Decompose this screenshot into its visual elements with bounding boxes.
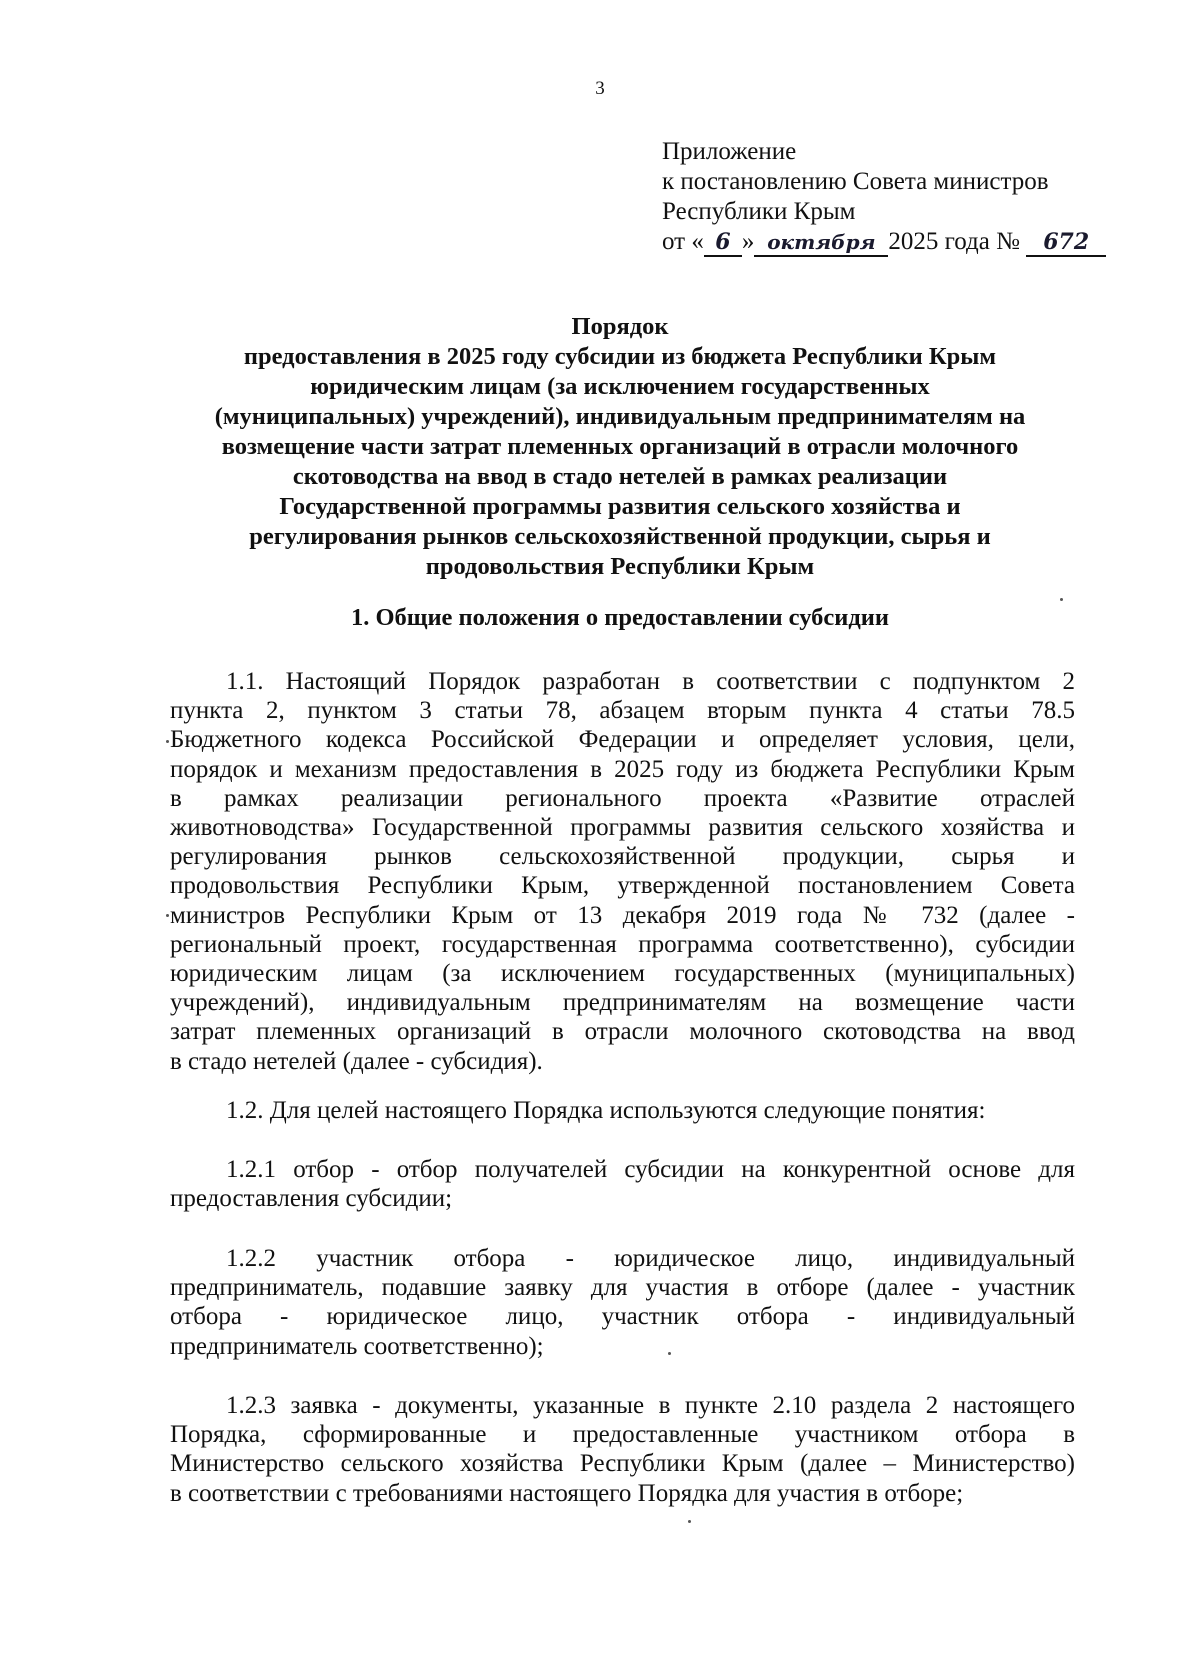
scan-speck bbox=[166, 914, 169, 917]
date-separator: » bbox=[741, 228, 755, 255]
text-line: в рамках реализации регионального проекта «Развитие отраслей bbox=[170, 784, 1075, 812]
title-line: скотоводства на ввод в стадо нетелей в рамках реализации bbox=[292, 463, 948, 490]
appendix-date-line bbox=[662, 227, 1102, 257]
paragraph-1-2 bbox=[170, 1096, 1075, 1125]
text-line: отбора - юридическое лицо, участник отбора - индивидуальный bbox=[170, 1303, 1075, 1331]
scan-speck bbox=[1060, 598, 1063, 601]
handwritten-day: 6 bbox=[704, 229, 742, 257]
title-line: Порядок bbox=[571, 313, 669, 340]
title-line: возмещение части затрат племенных организаций в отрасли молочного bbox=[221, 433, 1019, 460]
appendix-republic-line: Республики Крым bbox=[662, 198, 856, 225]
text-line: предоставления субсидии; bbox=[170, 1185, 453, 1213]
paragraph-1-2-3 bbox=[170, 1391, 1075, 1508]
text-line: предприниматель соответственно); bbox=[170, 1332, 544, 1360]
text-line: 1.2.1 отбор - отбор получателей субсидии на конкурентной основе для bbox=[226, 1156, 1075, 1183]
text-line: министров Республики Крым от 13 декабря 2019 года № 732 (далее - bbox=[170, 901, 1075, 929]
text-line: пункта 2, пунктом 3 статьи 78, абзацем вторым пункта 4 статьи 78.5 bbox=[170, 697, 1075, 725]
text-line: учреждений), индивидуальным предпринимателям на возмещение части bbox=[170, 989, 1075, 1017]
text-line: порядок и механизм предоставления в 2025 году из бюджета Республики Крым bbox=[170, 755, 1075, 783]
text-line: 1.2.2 участник отбора - юридическое лицо, индивидуальный bbox=[226, 1245, 1075, 1272]
page-number: 3 bbox=[595, 78, 605, 99]
scan-speck bbox=[668, 1352, 671, 1355]
appendix-title: Приложение bbox=[662, 138, 797, 165]
title-line: регулирования рынков сельскохозяйственной продукции, сырья и bbox=[249, 523, 991, 550]
scan-speck bbox=[688, 1520, 691, 1523]
paragraph-1-1 bbox=[170, 667, 1075, 1076]
text-line: Бюджетного кодекса Российской Федерации и определяет условия, цели, bbox=[170, 726, 1075, 754]
text-line: Порядка, сформированные и предоставленные участником отбора в bbox=[170, 1421, 1075, 1449]
section-heading: 1. Общие положения о предоставлении субсидии bbox=[350, 604, 890, 631]
text-line: продовольствия Республики Крым, утвержденной постановлением Совета bbox=[170, 872, 1075, 900]
text-line: предприниматель, подавшие заявку для участия в отборе (далее - участник bbox=[170, 1274, 1075, 1302]
text-line: 1.2.3 заявка - документы, указанные в пункте 2.10 раздела 2 настоящего bbox=[226, 1392, 1075, 1419]
date-prefix: от « bbox=[662, 228, 704, 255]
document-title bbox=[170, 312, 1070, 582]
title-line: юридическим лицам (за исключением государственных bbox=[310, 373, 930, 400]
text-line: 1.2. Для целей настоящего Порядка используются следующие понятия: bbox=[226, 1097, 986, 1124]
handwritten-document-number: 672 bbox=[1026, 229, 1106, 257]
scan-speck bbox=[166, 740, 169, 743]
date-year-text: 2025 года № bbox=[888, 228, 1020, 255]
text-line: 1.1. Настоящий Порядок разработан в соответствии с подпунктом 2 bbox=[226, 668, 1075, 695]
appendix-header bbox=[662, 137, 1102, 257]
text-line: Министерство сельского хозяйства Республики Крым (далее – Министерство) bbox=[170, 1450, 1075, 1478]
text-line: в стадо нетелей (далее - субсидия). bbox=[170, 1047, 543, 1075]
text-line: регулирования рынков сельскохозяйственной продукции, сырья и bbox=[170, 843, 1075, 871]
text-line: в соответствии с требованиями настоящего Порядка для участия в отборе; bbox=[170, 1479, 964, 1507]
paragraph-1-2-1 bbox=[170, 1155, 1075, 1213]
handwritten-month: октября bbox=[754, 229, 888, 257]
title-line: предоставления в 2025 году субсидии из бюджета Республики Крым bbox=[243, 343, 997, 370]
text-line: региональный проект, государственная программа соответственно), субсидии bbox=[170, 930, 1075, 958]
title-line: продовольствия Республики Крым bbox=[425, 553, 815, 580]
text-line: юридическим лицам (за исключением государственных (муниципальных) bbox=[170, 960, 1075, 988]
text-line: затрат племенных организаций в отрасли молочного скотоводства на ввод bbox=[170, 1018, 1075, 1046]
title-line: Государственной программы развития сельского хозяйства и bbox=[279, 493, 961, 520]
appendix-resolution-line: к постановлению Совета министров bbox=[662, 168, 1049, 195]
title-line: (муниципальных) учреждений), индивидуальным предпринимателям на bbox=[214, 403, 1026, 430]
text-line: животноводства» Государственной программы развития сельского хозяйства и bbox=[170, 814, 1075, 842]
paragraph-1-2-2 bbox=[170, 1244, 1075, 1361]
